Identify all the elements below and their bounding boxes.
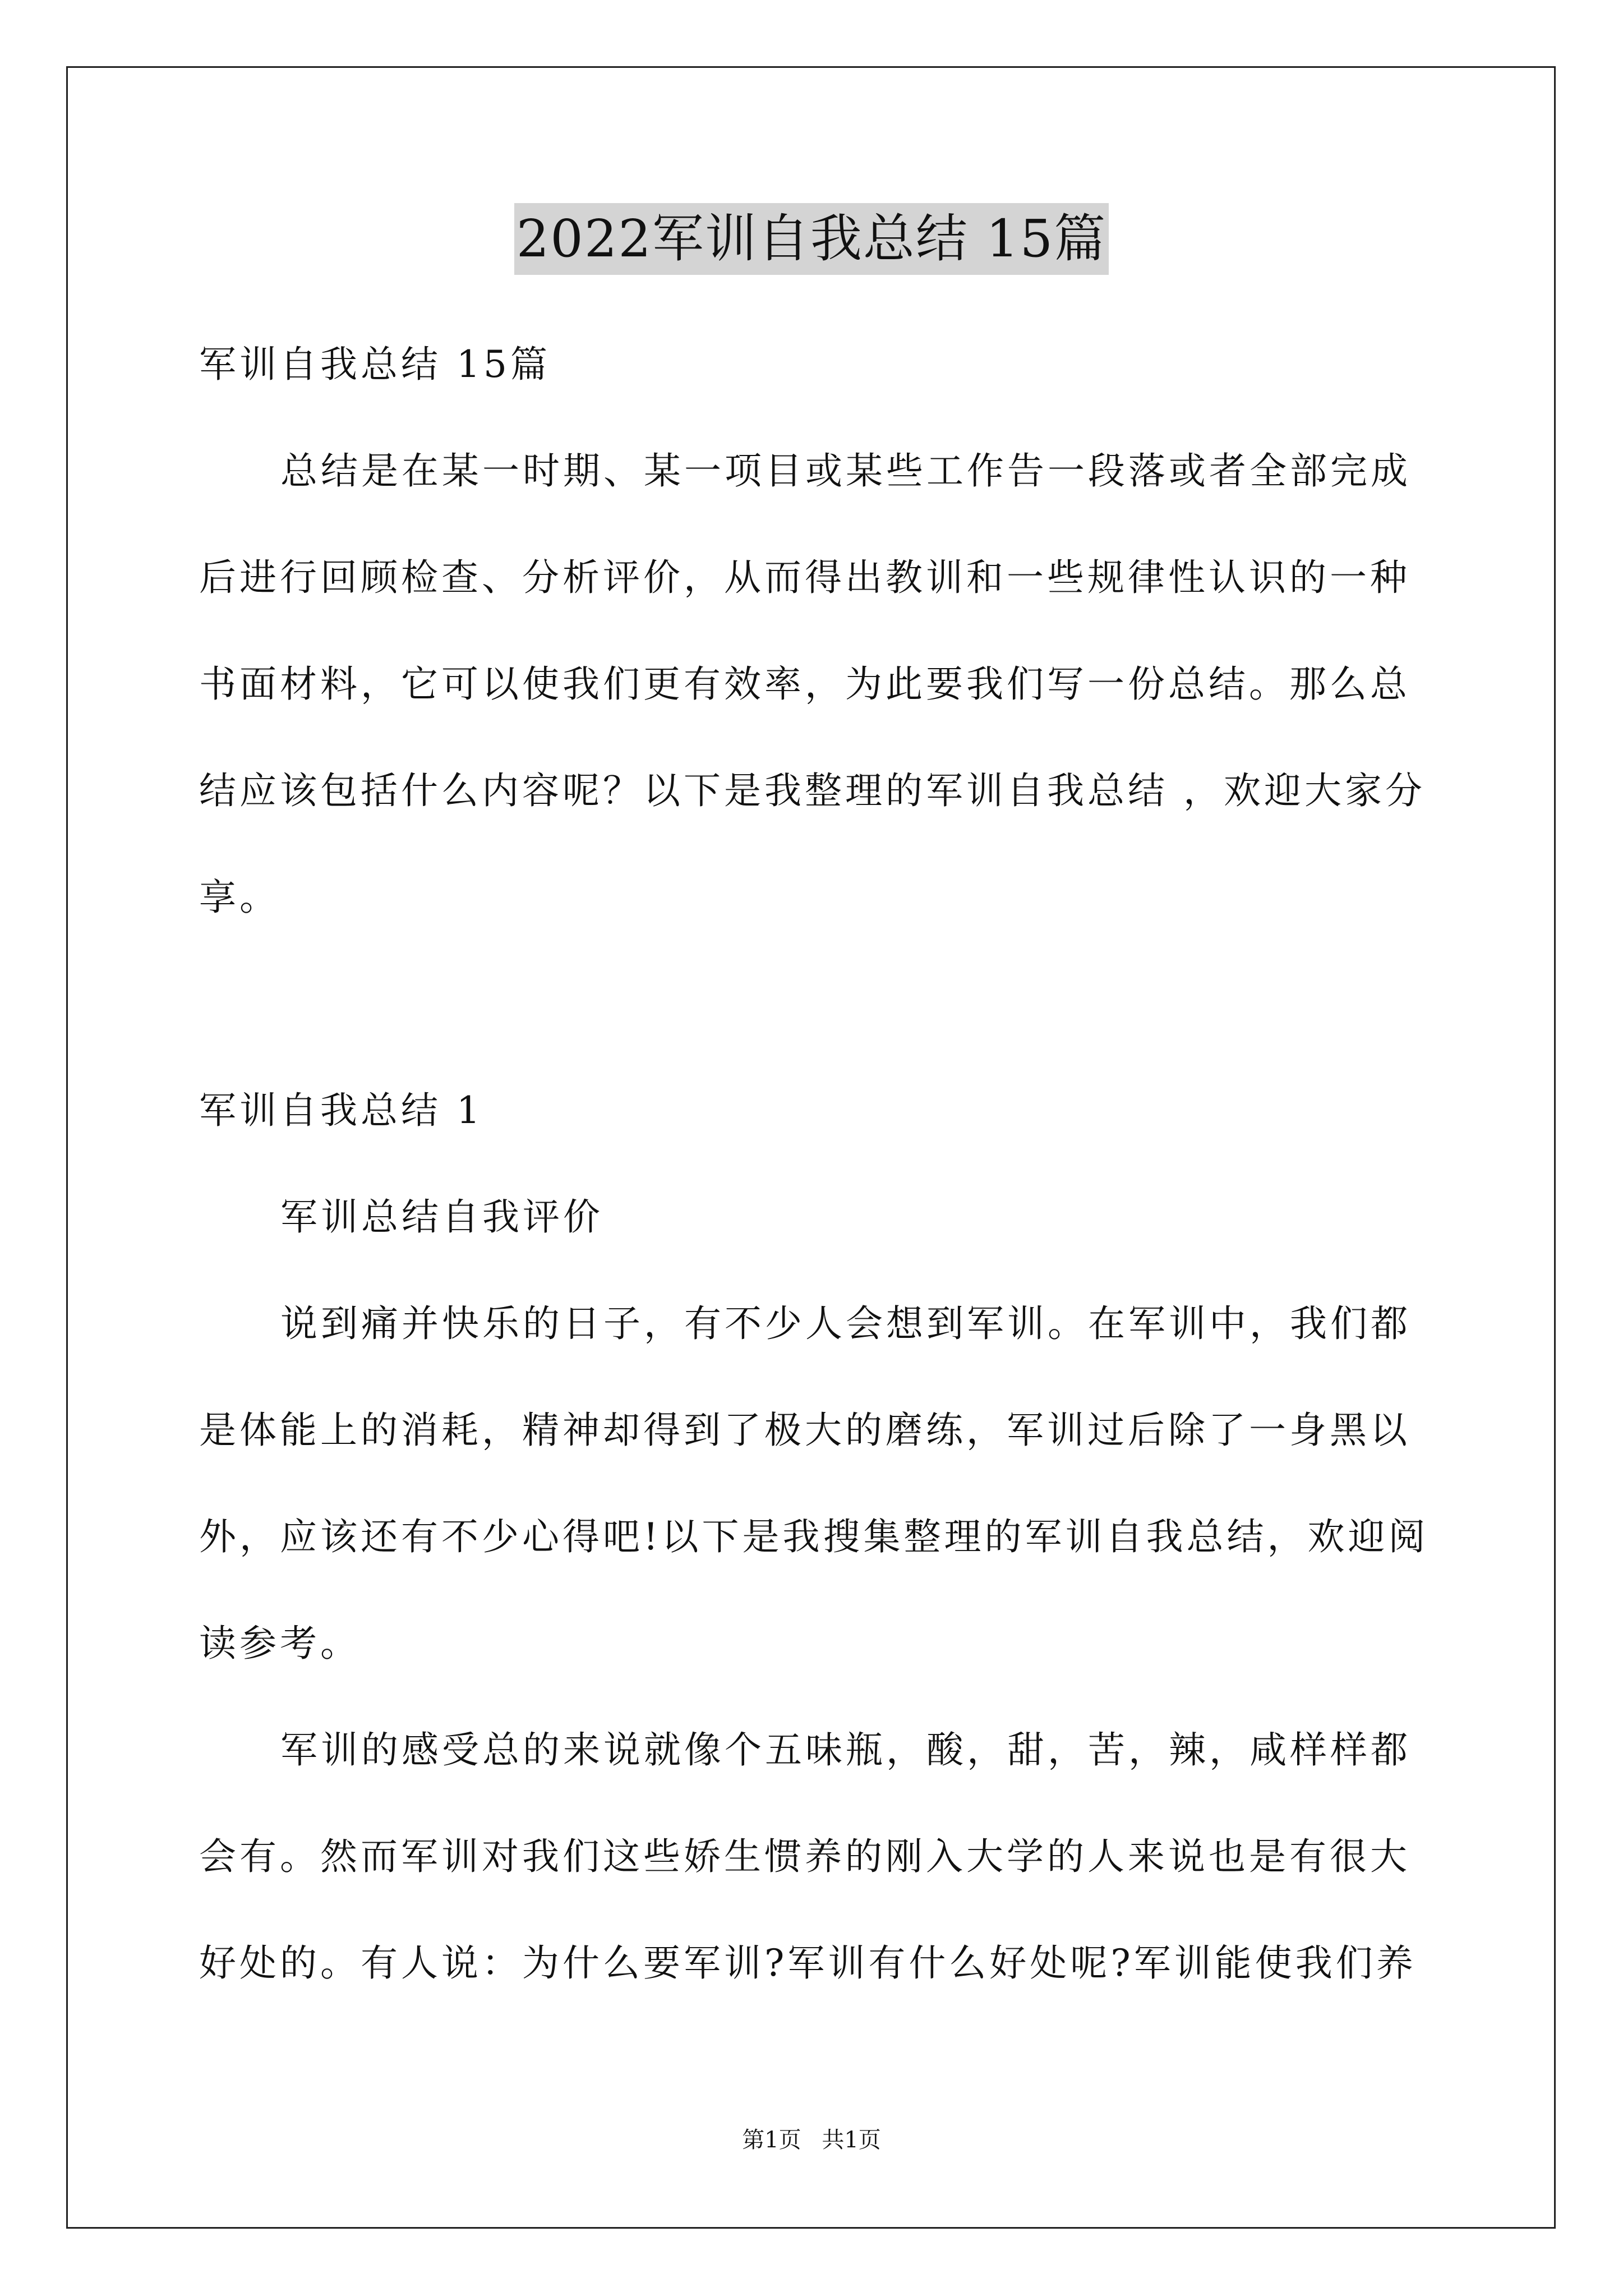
- document-subtitle: 军训自我总结 15篇: [199, 343, 551, 386]
- paragraph-line: 军训的感受总的来说就像个五味瓶，酸，甜，苦，辣，咸样样都: [280, 1728, 1411, 1772]
- paragraph-line: 说到痛并快乐的日子，有不少人会想到军训。在军训中，我们都: [280, 1302, 1411, 1345]
- intro-line: 后进行回顾检查、分析评价，从而得出教训和一些规律性认识的一种: [199, 556, 1410, 599]
- intro-line: 享。: [199, 876, 280, 919]
- document-title: 2022军训自我总结 15篇: [514, 203, 1109, 275]
- paragraph-gap: [199, 951, 1427, 1057]
- section-subheading: 军训总结自我评价: [280, 1195, 603, 1239]
- page-footer: [0, 2123, 1623, 2157]
- paragraph-line: 读参考。: [199, 1622, 361, 1665]
- paragraph-line: 外，应该还有不少心得吧!以下是我搜集整理的军训自我总结，欢迎阅: [199, 1515, 1429, 1558]
- paragraph-line: 会有。然而军训对我们这些娇生惯养的刚入大学的人来说也是有很大: [199, 1835, 1410, 1878]
- page-number: 第1页: [742, 2127, 801, 2153]
- document-body: [199, 311, 1427, 2017]
- paragraph-line: 是体能上的消耗，精神却得到了极大的磨练，军训过后除了一身黑以: [199, 1409, 1410, 1452]
- intro-line: 总结是在某一时期、某一项目或某些工作告一段落或者全部完成: [280, 449, 1411, 493]
- paragraph-line: 好处的。有人说：为什么要军训?军训有什么好处呢?军训能使我们养: [199, 1941, 1417, 1985]
- title-container: [0, 203, 1623, 275]
- intro-line: 书面材料，它可以使我们更有效率，为此要我们写一份总结。那么总: [199, 662, 1410, 706]
- page-count: 共1页: [822, 2127, 881, 2153]
- section-heading: 军训自我总结 1: [199, 1089, 483, 1132]
- intro-line: 结应该包括什么内容呢？以下是我整理的军训自我总结 ，欢迎大家分: [199, 769, 1426, 812]
